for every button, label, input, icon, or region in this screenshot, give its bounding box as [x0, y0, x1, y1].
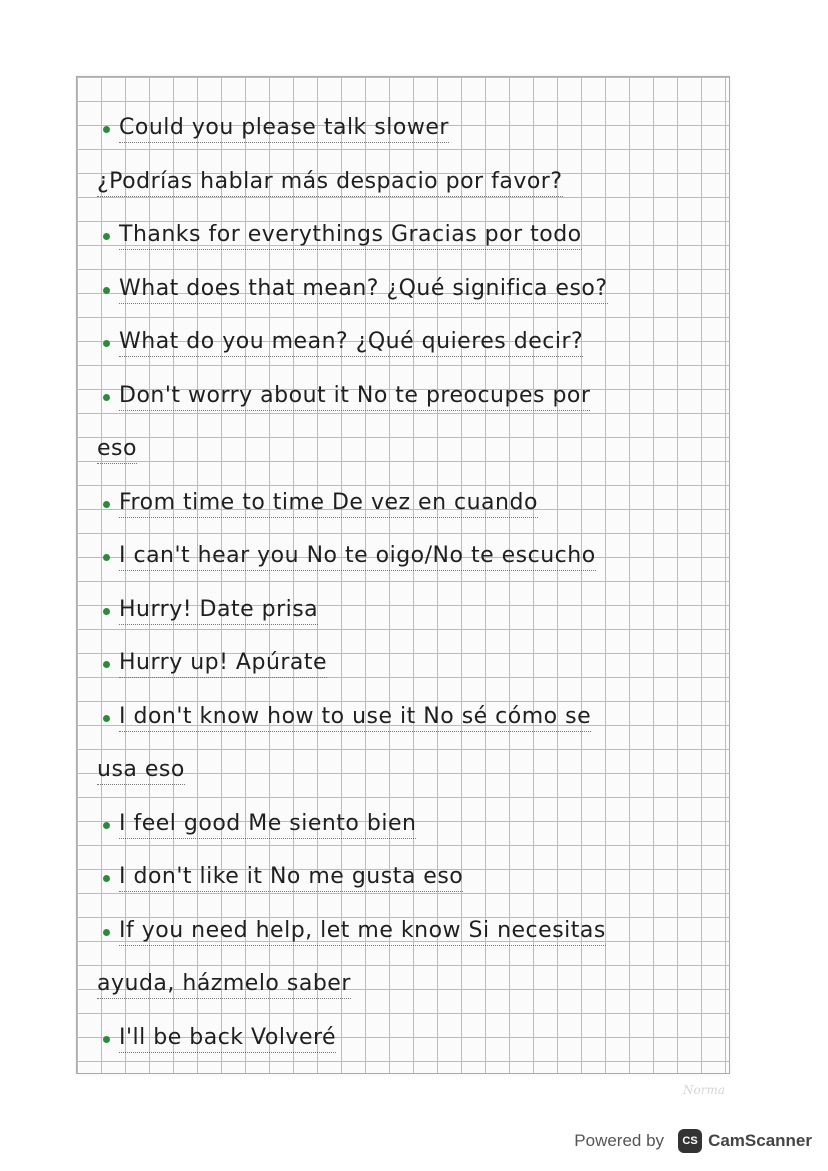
bullet-icon: [103, 822, 110, 829]
bullet-icon: [103, 394, 110, 401]
bullet-icon: [103, 929, 110, 936]
bullet-icon: [103, 608, 110, 615]
note-line: [91, 268, 711, 304]
note-text: What do you mean? ¿Qué quieres decir?: [119, 329, 583, 357]
bullet-icon: [103, 661, 110, 668]
notebook-page: [76, 76, 730, 1097]
note-line: [91, 696, 711, 732]
note-text: Could you please talk slower: [119, 115, 449, 143]
note-line: [91, 589, 711, 625]
note-text: ayuda, házmelo saber: [97, 971, 351, 999]
note-text: usa eso: [97, 757, 185, 785]
note-line: [91, 535, 711, 571]
notebook-brand-watermark: Norma: [683, 1083, 725, 1097]
note-line: [91, 749, 711, 785]
bullet-icon: [103, 715, 110, 722]
note-line: [91, 963, 711, 999]
bullet-icon: [103, 554, 110, 561]
note-text: Don't worry about it No te preocupes por: [119, 383, 590, 411]
bullet-icon: [103, 875, 110, 882]
note-text: Hurry! Date prisa: [119, 597, 318, 625]
note-line: [91, 107, 711, 143]
bullet-icon: [103, 340, 110, 347]
note-text: What does that mean? ¿Qué significa eso?: [119, 276, 608, 304]
note-text: I don't like it No me gusta eso: [119, 864, 463, 892]
note-text: I feel good Me siento bien: [119, 811, 416, 839]
note-line: [91, 1017, 711, 1053]
bullet-icon: [103, 287, 110, 294]
camscanner-logo-icon: CS: [678, 1129, 702, 1153]
note-line: [91, 375, 711, 411]
note-line: [91, 803, 711, 839]
note-text: ¿Podrías hablar más despacio por favor?: [97, 169, 563, 197]
note-text: I don't know how to use it No sé cómo se: [119, 704, 591, 732]
bullet-icon: [103, 126, 110, 133]
note-text: Hurry up! Apúrate: [119, 650, 327, 678]
camscanner-name: CamScanner: [708, 1131, 812, 1150]
note-line: [91, 910, 711, 946]
bullet-icon: [103, 501, 110, 508]
note-text: From time to time De vez en cuando: [119, 490, 538, 518]
note-line: [91, 428, 711, 464]
note-text: If you need help, let me know Si necesitas: [119, 918, 606, 946]
bullet-icon: [103, 1036, 110, 1043]
note-text: I can't hear you No te oigo/No te escucho: [119, 543, 596, 571]
note-line: [91, 161, 711, 197]
note-line: [91, 482, 711, 518]
note-line: [91, 642, 711, 678]
note-line: [91, 321, 711, 357]
note-line: [91, 856, 711, 892]
scanner-footer: [560, 1122, 812, 1160]
notes-lines: [77, 77, 729, 1073]
note-text: Thanks for everythings Gracias por todo: [119, 222, 582, 250]
note-line: [91, 214, 711, 250]
note-text: eso: [97, 436, 137, 464]
bullet-icon: [103, 233, 110, 240]
powered-by-label: Powered by: [574, 1131, 665, 1150]
note-text: I'll be back Volveré: [119, 1025, 336, 1053]
